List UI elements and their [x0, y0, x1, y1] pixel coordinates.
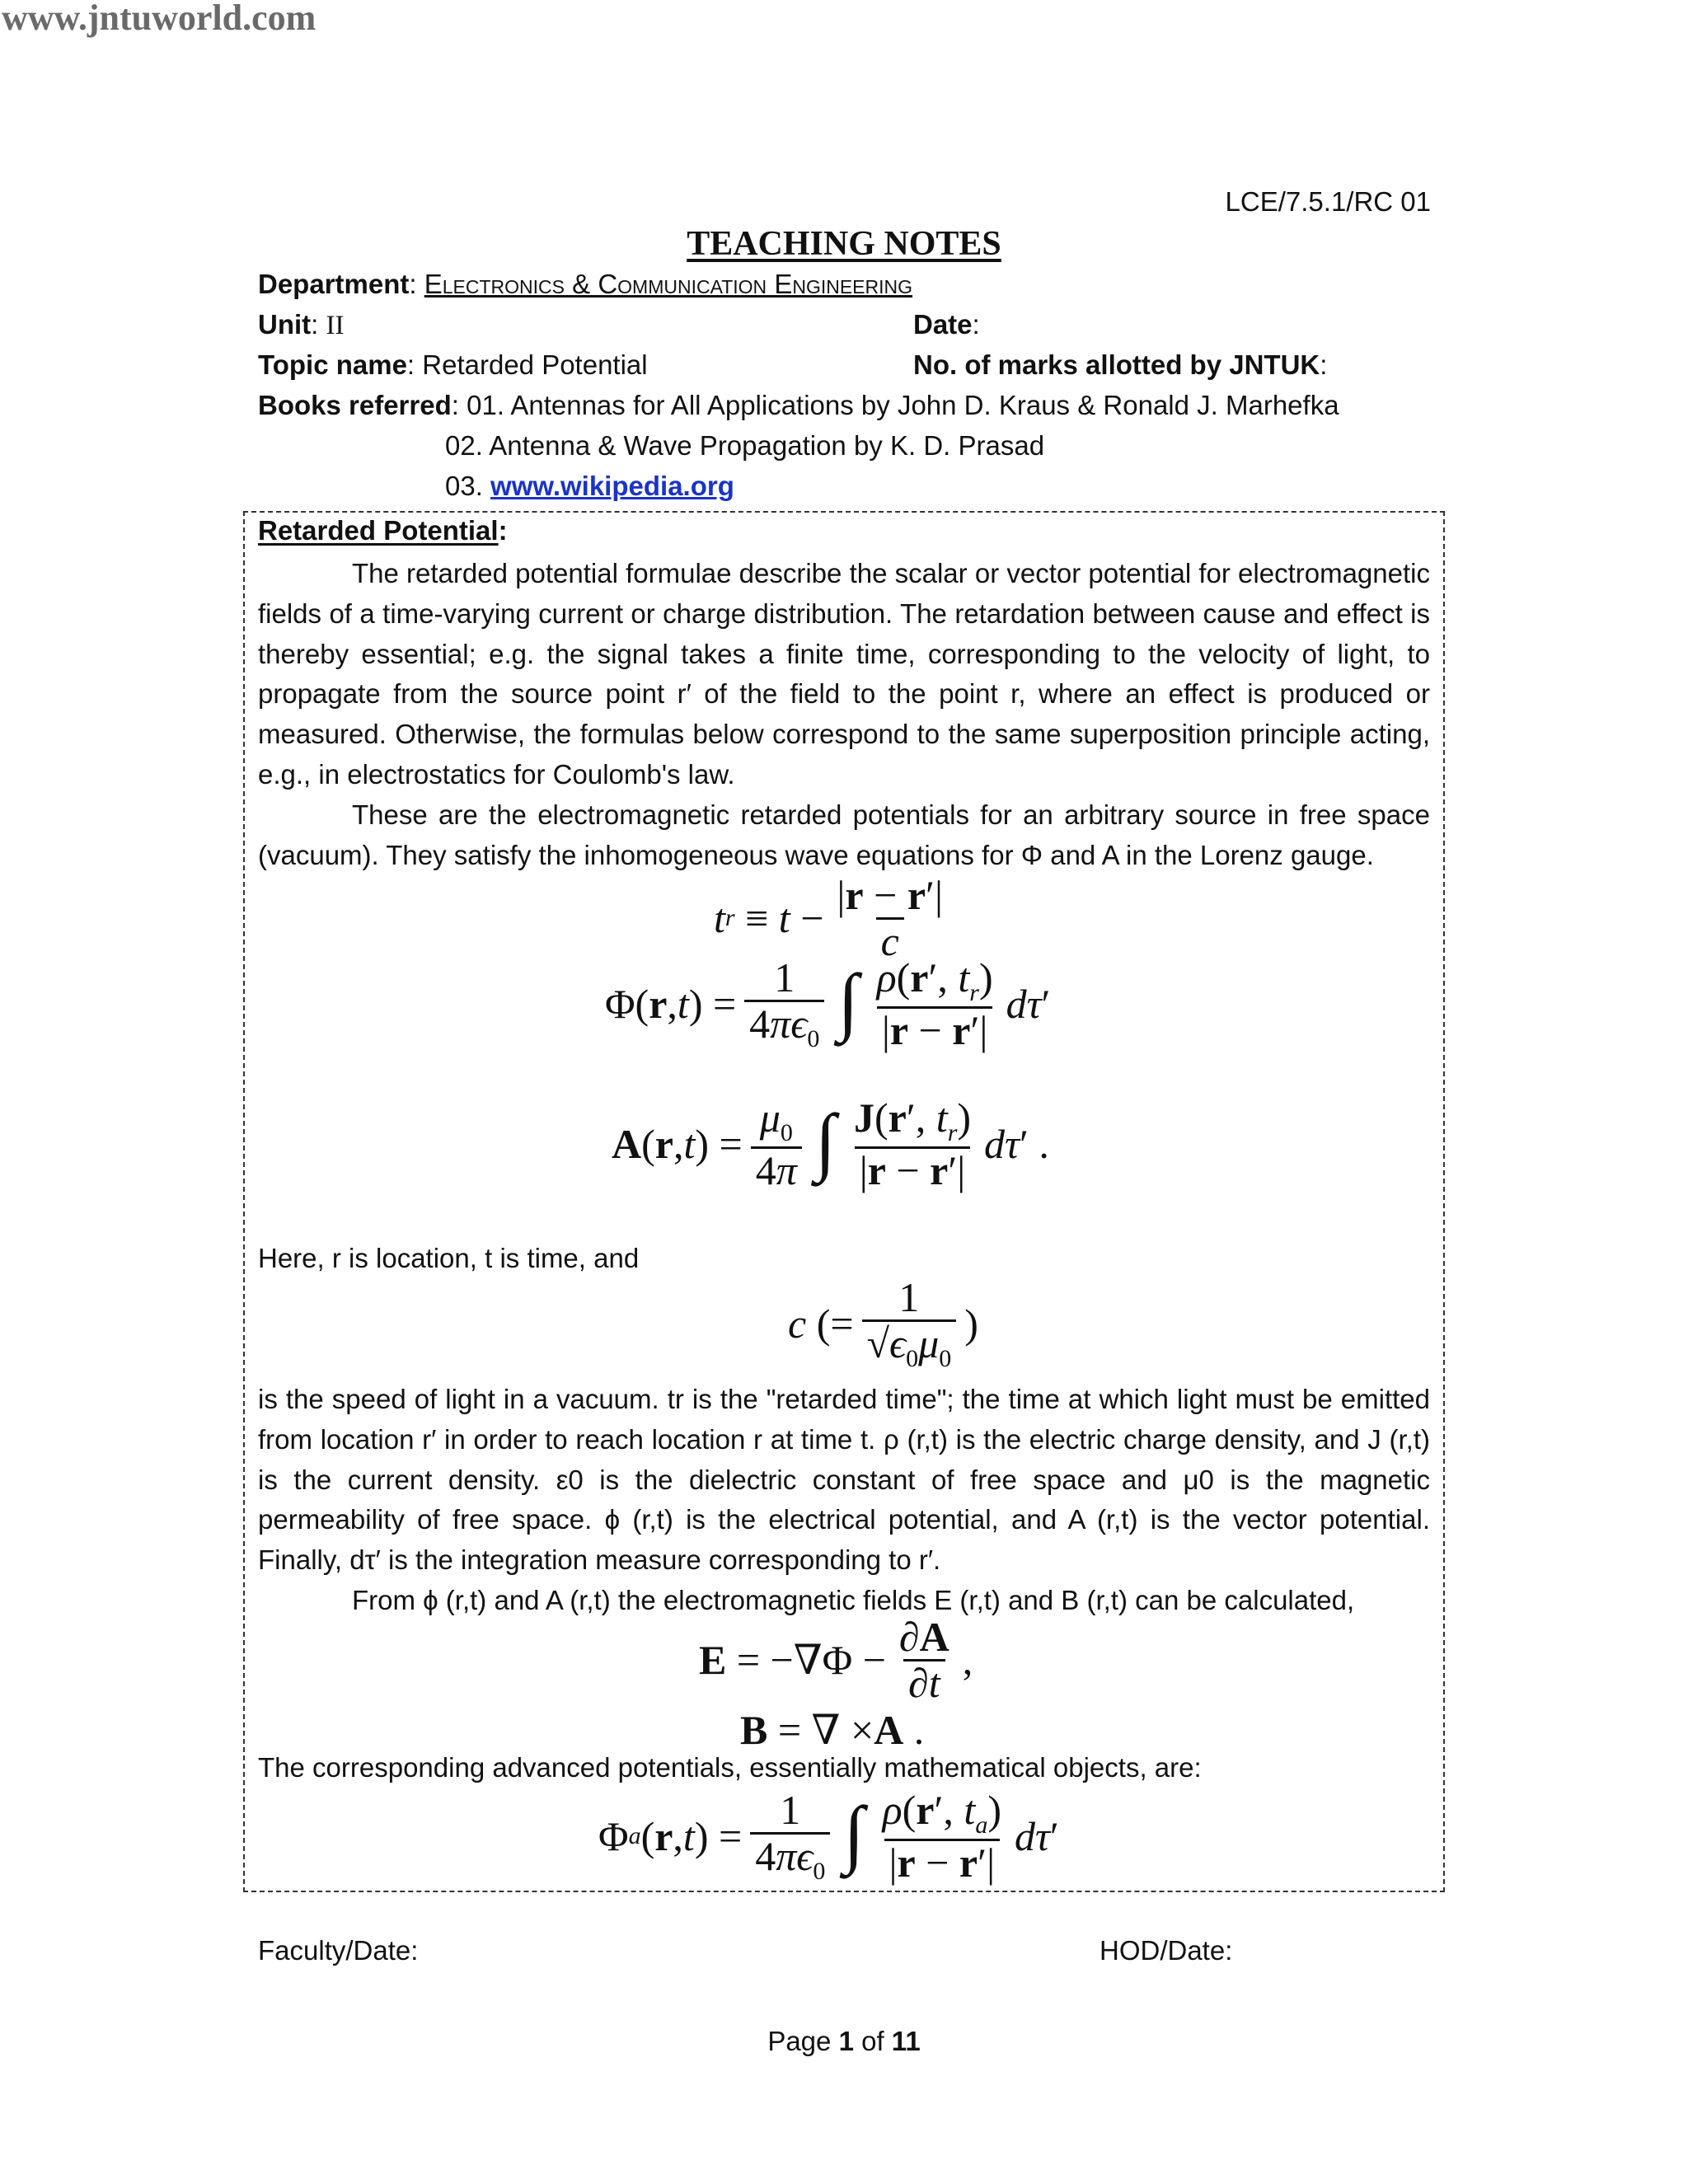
page-of: of	[861, 2026, 884, 2056]
equation-electric-field: E = −∇Φ − $\frac{\partial A}{\partial t}$ ,	[699, 1614, 973, 1706]
date-label: Date	[913, 309, 973, 340]
department-value: Electronics & Communication Engineering	[424, 269, 913, 299]
topic-label: Topic name	[258, 349, 407, 380]
unit-value: II	[326, 311, 345, 340]
page-title-text: TEACHING NOTES	[687, 225, 1001, 263]
marks-label: No. of marks allotted by JNTUK	[913, 349, 1320, 380]
book-item-1: 01. Antennas for All Applications by John D. Kraus & Ronald J. Marhefka	[467, 390, 1339, 420]
date-row: Date:	[913, 309, 980, 340]
paragraph-retarded-potentials: These are the electromagnetic retarded potentials for an arbitrary source in free space (vacuum). They satisfy the inhomogeneous wave equations for Φ and A in the Lorenz gauge.	[258, 799, 1430, 870]
equation-retarded-time: t r ≡ t − $\frac{|r - r'|}{c}$	[714, 872, 943, 964]
department-label: Department	[258, 269, 410, 299]
watermark-text: www.jntuworld.com	[2, 0, 316, 38]
equation-vector-potential: A ( r , t ) = $\frac{\mu_0}{4\pi}$ ∫ $\frac{J(r', t_r)}{|r - r'|}$ dτ ′ .	[612, 1094, 1049, 1193]
department-row: Department: Electronics & Communication Engineering	[258, 269, 913, 299]
unit-row: Unit: II	[258, 309, 345, 340]
topic-value: Retarded Potential	[422, 349, 648, 380]
equation-scalar-potential: Φ( r , t ) = $\frac{1}{4\pi\epsilon_0}$ ∫ $\frac{\rho(r', t_r)}{|r - r'|}$ dτ ′	[605, 954, 1051, 1053]
marks-row: No. of marks allotted by JNTUK:	[913, 349, 1328, 380]
page-total: 11	[891, 2026, 921, 2056]
paragraph-fields: From ϕ (r,t) and A (r,t) the electromagnetic fields E (r,t) and B (r,t) can be calculated,	[352, 1585, 1355, 1615]
paragraph-intro: The retarded potential formulae describe the scalar or vector potential for electromagnetic fields of a time-varying current or charge distribution. The retardation between cause and effect is thereby essential; e.g. the signal takes a finite time, corresponding to the velocity of light, to propagate from the source point r′ of the field to the point r, where an effect is produced or measured. Otherwise, the formulas below correspond to the same superposition principle acting, e.g., in electrostatics for Coulomb's law.	[258, 558, 1430, 790]
paragraph-here: Here, r is location, t is time, and	[258, 1243, 640, 1273]
equation-speed-of-light: c (= $\frac{1}{√\epsilon_0\mu_0}$ )	[788, 1274, 978, 1372]
faculty-date: Faculty/Date:	[258, 1935, 419, 1966]
page-title	[0, 224, 1688, 264]
section-heading: Retarded Potential:	[258, 515, 508, 546]
page-number	[0, 2026, 1688, 2057]
paragraph-advanced: The corresponding advanced potentials, essentially mathematical objects, are:	[258, 1752, 1202, 1783]
equation-advanced-potential: Φ a ( r , t ) = $\frac{1}{4\pi\epsilon_0}$ ∫ $\frac{\rho(r', t_a)}{|r - r'|}$ dτ ′	[598, 1787, 1059, 1886]
book-item-2: 02. Antenna & Wave Propagation by K. D. Prasad	[445, 430, 1045, 461]
topic-row: Topic name: Retarded Potential	[258, 349, 648, 380]
page-prefix: Page	[767, 2026, 832, 2056]
page-current: 1	[838, 2026, 854, 2056]
wikipedia-link[interactable]: www.wikipedia.org	[490, 471, 734, 501]
book-item-3-prefix: 03.	[445, 471, 483, 501]
unit-label: Unit	[258, 309, 312, 340]
section-heading-text: Retarded Potential	[258, 515, 499, 546]
book-item-3	[445, 471, 734, 502]
hod-date: HOD/Date:	[1100, 1935, 1233, 1966]
books-label: Books referred	[258, 390, 452, 420]
paragraph-definitions: is the speed of light in a vacuum. tr is the "retarded time"; the time at which light must be emitted from location r′ in order to reach location r at time t. ρ (r,t) is the electric charge density, and J (r,t) is the current density. ε0 is the dielectric constant of free space and μ0 is the magnetic permeability of free space. ϕ (r,t) is the electrical potential, and A (r,t) is the vector potential. Finally, dτ′ is the integration measure corresponding to r′.	[258, 1384, 1430, 1576]
equation-magnetic-field: B = ∇ × A .	[740, 1707, 925, 1753]
books-row: Books referred: 01. Antennas for All Applications by John D. Kraus & Ronald J. Marhefka	[258, 390, 1339, 420]
document-reference: LCE/7.5.1/RC 01	[1225, 186, 1431, 217]
